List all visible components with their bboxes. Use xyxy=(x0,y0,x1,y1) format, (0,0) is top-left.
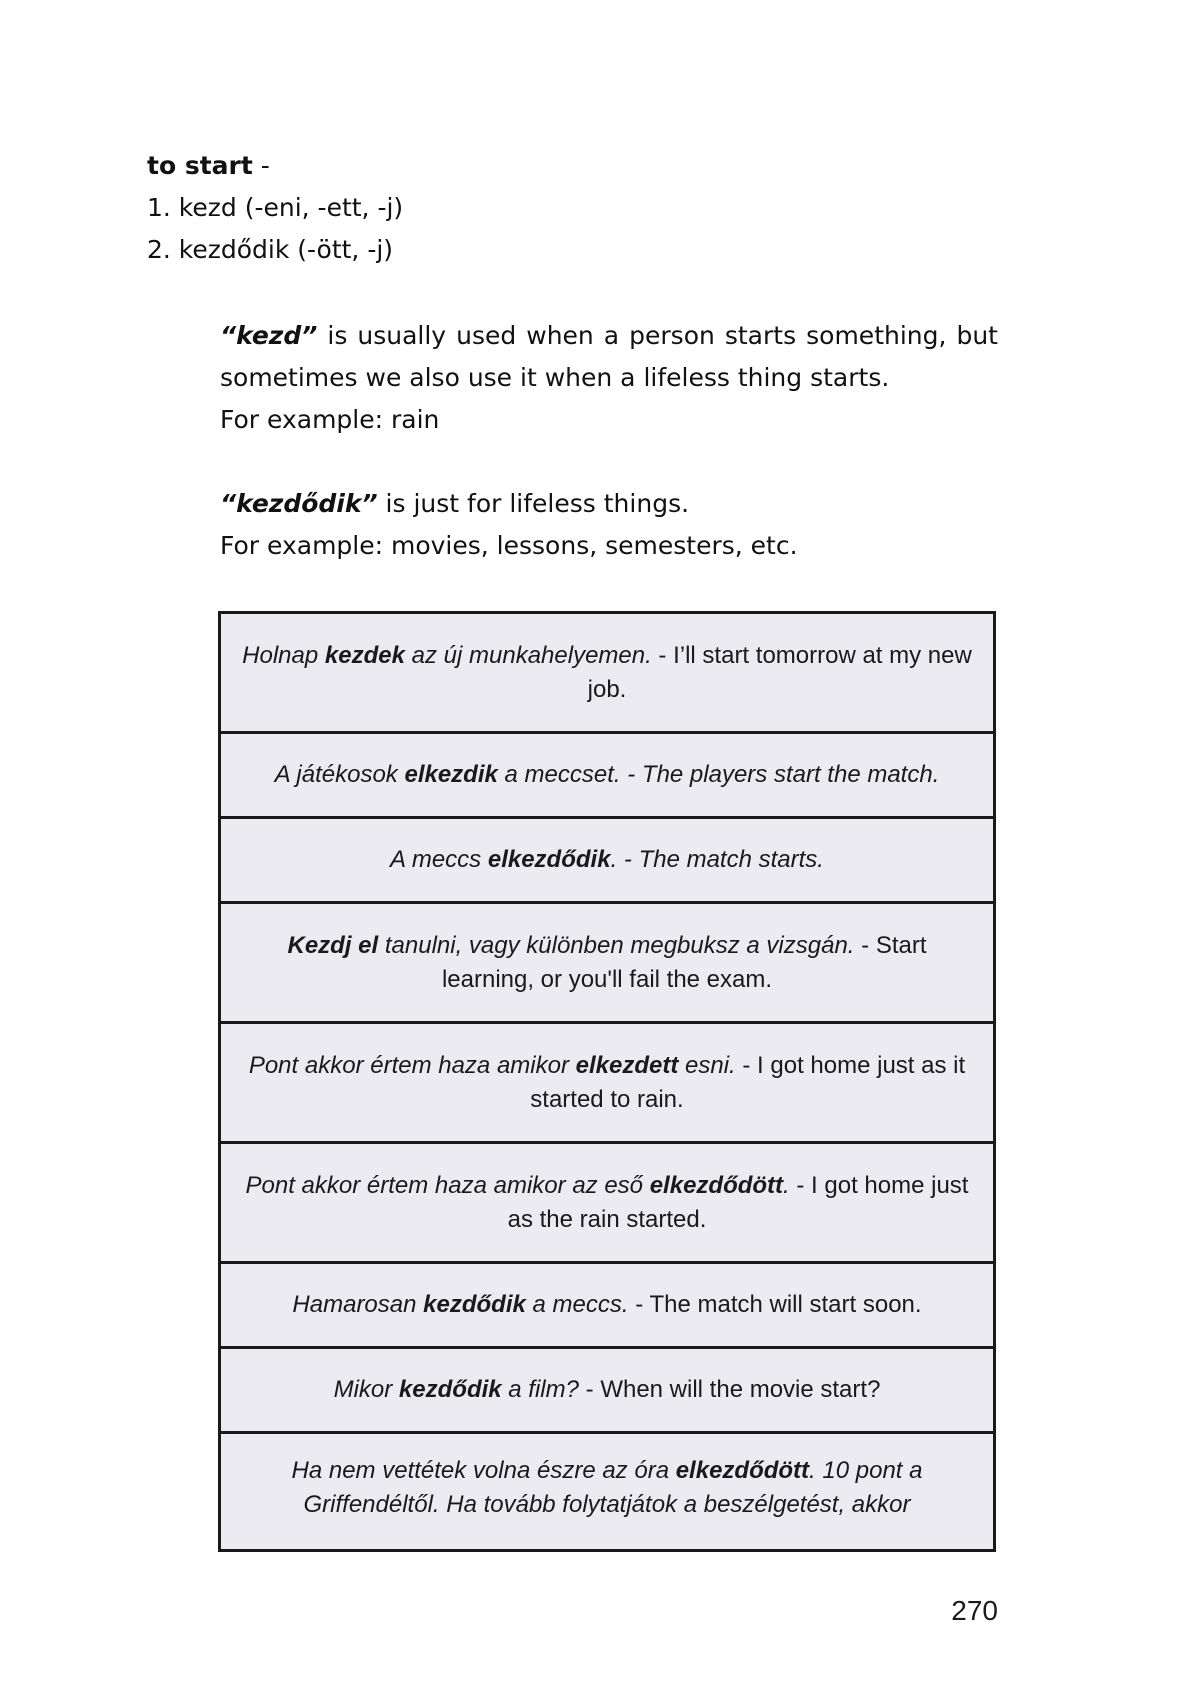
example-hungarian-pre: A meccs xyxy=(390,846,488,873)
example-hungarian-pre: Pont akkor értem haza amikor az eső xyxy=(245,1171,650,1199)
example-english: - I got home just as the rain started. xyxy=(507,1171,969,1233)
example-row xyxy=(221,819,993,904)
notes-spacer xyxy=(220,441,998,483)
example-hungarian-pre: A játékosok xyxy=(274,761,405,788)
example-sentence xyxy=(241,929,973,997)
vocabulary-title-suffix: - xyxy=(252,151,270,180)
example-keyword: elkezdődött xyxy=(675,1457,810,1484)
vocabulary-title: to start xyxy=(147,151,253,180)
kezdodik-example: For example: movies, lessons, semesters, etc. xyxy=(220,531,798,560)
vocabulary-header xyxy=(147,145,747,271)
example-english: - When will the movie start? xyxy=(578,1376,881,1403)
example-keyword: kezdődik xyxy=(398,1376,502,1403)
example-sentence xyxy=(241,1454,973,1522)
example-keyword: elkezdődött xyxy=(649,1171,784,1199)
example-hungarian-pre: Pont akkor értem haza amikor xyxy=(248,1051,576,1079)
kezd-term: “kezd” xyxy=(220,321,318,350)
example-hungarian-pre: Mikor xyxy=(333,1376,399,1403)
example-hungarian-post: a meccs. xyxy=(525,1291,629,1318)
example-sentence xyxy=(241,1373,973,1407)
example-hungarian-post: tanulni, vagy különben megbuksz a vizsgán. xyxy=(378,931,855,959)
example-hungarian-post: . 10 pont a Griffendéltől. Ha tovább folytatjátok a beszélgetést, akkor xyxy=(303,1457,923,1518)
example-keyword: elkezdett xyxy=(575,1051,679,1079)
example-row xyxy=(221,1144,993,1264)
example-hungarian-post: az új munkahelyemen. xyxy=(404,641,652,669)
example-keyword: elkezdődik xyxy=(487,846,611,873)
vocabulary-form-2: 2. kezdődik (-ött, -j) xyxy=(147,235,394,264)
example-hungarian-pre: Hamarosan xyxy=(292,1291,424,1318)
example-sentence xyxy=(241,758,973,792)
kezdodik-explanation: is just for lifeless things. xyxy=(377,489,690,518)
example-row xyxy=(221,1024,993,1144)
example-keyword: elkezdik xyxy=(404,761,498,788)
example-hungarian-post: esni. xyxy=(678,1051,736,1079)
example-english: - Start learning, or you'll fail the exam. xyxy=(441,931,927,993)
kezd-example: For example: rain xyxy=(220,405,440,434)
kezdodik-term: “kezdődik” xyxy=(220,489,378,518)
vocabulary-form-1: 1. kezd (-eni, -ett, -j) xyxy=(147,193,404,222)
example-keyword: kezdek xyxy=(324,641,405,669)
example-hungarian-pre: Ha nem vettétek volna észre az óra xyxy=(291,1457,676,1484)
example-hungarian-post: . xyxy=(783,1171,790,1199)
example-english: - The match starts. xyxy=(617,846,824,873)
example-english: - I got home just as it started to rain. xyxy=(530,1051,966,1113)
example-hungarian-post: . xyxy=(610,846,618,873)
example-row xyxy=(221,614,993,734)
example-hungarian-post: a meccset. xyxy=(497,761,621,788)
example-sentence xyxy=(241,1049,973,1117)
kezd-note xyxy=(220,315,998,399)
example-english: - The players start the match. xyxy=(620,761,940,788)
example-english: - I’ll start tomorrow at my new job. xyxy=(587,641,972,703)
kezd-explanation: is usually used when a person starts something, but sometimes we also use it when a lifeless thing starts. xyxy=(220,321,998,392)
example-row xyxy=(221,1349,993,1434)
example-row xyxy=(221,734,993,819)
example-sentence xyxy=(241,1169,973,1237)
example-keyword: kezdődik xyxy=(423,1291,526,1318)
example-keyword: Kezdj el xyxy=(287,931,379,959)
kezdodik-note xyxy=(220,483,998,525)
example-english: - The match will start soon. xyxy=(628,1291,922,1318)
page-number: 270 xyxy=(951,1595,998,1626)
usage-notes xyxy=(220,315,998,567)
example-sentence xyxy=(241,1288,973,1322)
vocabulary-title-line xyxy=(147,145,747,187)
example-sentence xyxy=(241,843,973,877)
example-hungarian-pre: Holnap xyxy=(242,641,325,669)
example-row xyxy=(221,1434,993,1522)
example-sentence xyxy=(241,639,973,707)
example-row xyxy=(221,904,993,1024)
example-sentences-table xyxy=(218,611,996,1552)
example-hungarian-post: a film? xyxy=(501,1376,579,1403)
example-row xyxy=(221,1264,993,1349)
